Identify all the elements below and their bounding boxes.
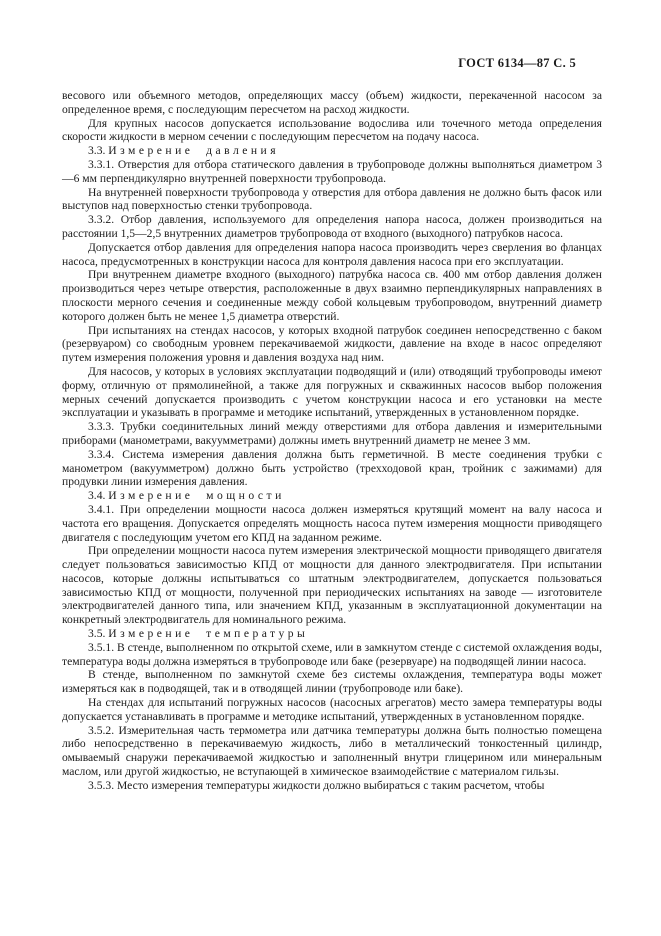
- paragraph: При испытаниях на стендах насосов, у которых входной патрубок соединен непосредственно с баком (резервуаром) со свободным уровнем перекачиваемой жидкости, давление на входе в насос определяют путем измерения положения уровня и давления воздуха над ним.: [62, 323, 602, 365]
- section-heading: [62, 144, 602, 158]
- paragraph: Допускается отбор давления для определения напора насоса производить через сверления во фланцах насоса, предусмотренных в конструкции насоса для контроля давления насоса при его эксплуатации.: [62, 240, 602, 268]
- paragraph: 3.4.1. При определении мощности насоса должен измеряться крутящий момент на валу насоса и частота его вращения. Допускается определять мощность насоса путем измерения мощности приводящего двигателя с последующим учетом его КПД на заданном режиме.: [62, 502, 602, 544]
- section-heading: [62, 489, 602, 503]
- section-number: 3.5.: [88, 627, 109, 641]
- paragraph: При внутреннем диаметре входного (выходного) патрубка насоса св. 400 мм отбор давления должен производиться через четыре отверстия, расположенные в двух взаимно перпендикулярных направлениях в плоскости мерного сечения и соединенные между собой кольцевым трубопроводом, внутренний диаметр которого должен быть не менее 1,5 диаметра отверстий.: [62, 268, 602, 323]
- paragraph: Для крупных насосов допускается использование водослива или точечного метода определения скорости жидкости в мерном сечении с последующим пересчетом на подачу насоса.: [62, 116, 602, 144]
- paragraph: На внутренней поверхности трубопровода у отверстия для отбора давления не должно быть фасок или выступов над поверхностью стенки трубопровода.: [62, 185, 602, 213]
- section-title: Измерение температуры: [108, 627, 309, 641]
- paragraph: весового или объемного методов, определяющих массу (объем) жидкости, перекаченной насосом за определенное время, с последующим пересчетом на расход жидкости.: [62, 89, 602, 116]
- section-title: Измерение мощности: [108, 489, 285, 503]
- paragraph: При определении мощности насоса путем измерения электрической мощности приводящего двигателя следует пользоваться зависимостью КПД от мощности для данного электродвигателя. При испытании насосов, которые должны испытываться со штатным электродвигателем, допускается пользоваться зависимостью КПД от мощности, полученной при периодических испытаниях на заводе — изготовителе электродвигателей данного типа, или значением КПД, указанным в эксплуатационной документации на конкретный электродвигатель для номинального режима.: [62, 544, 602, 627]
- paragraph: На стендах для испытаний погружных насосов (насосных агрегатов) место замера температуры воды допускается устанавливать в программе и методике испытаний, утвержденных в установленном порядке.: [62, 696, 602, 723]
- section-heading: [62, 627, 602, 641]
- paragraph: 3.3.2. Отбор давления, используемого для определения напора насоса, должен производиться на расстоянии 1,5—2,5 внутренних диаметров трубопровода от входного (выходного) патрубков насоса.: [62, 213, 602, 240]
- paragraph: 3.3.1. Отверстия для отбора статического давления в трубопроводе должны выполняться диаметром 3—6 мм перпендикулярно внутренней поверхности трубопровода.: [62, 157, 602, 185]
- paragraph: 3.5.1. В стенде, выполненном по открытой схеме, или в замкнутом стенде с системой охлаждения воды, температура воды должна измеряться в трубопроводе или баке (резервуаре) на подводящей линии насоса.: [62, 640, 602, 668]
- section-title: Измерение давления: [108, 144, 280, 158]
- section-number: 3.3.: [88, 144, 109, 158]
- document-reference: ГОСТ 6134—87 С. 5: [458, 56, 576, 70]
- paragraph: 3.3.4. Система измерения давления должна быть герметичной. В месте соединения трубки с манометром (вакуумметром) должно быть устройство (трехходовой кран, тройник с зажимами) для продувки линии измерения давления.: [62, 447, 602, 489]
- page-header: [62, 54, 602, 72]
- paragraph: Для насосов, у которых в условиях эксплуатации подводящий и (или) отводящий трубопроводы имеют форму, отличную от прямолинейной, а также для погружных и скважинных насосов выбор положения мерных сечений допускается производить с учетом конструкции насоса и его установки на месте эксплуатации и указывать в программе и методике испытаний, утвержденных в установленном порядке.: [62, 364, 602, 420]
- paragraph: 3.5.2. Измерительная часть термометра или датчика температуры должна быть полностью помещена либо непосредственно в перекачиваемую жидкость, либо в металлический тонкостенный цилиндр, омываемый снаружи перекачиваемой жидкостью и заполненный внутри глицерином или минеральным маслом, или другой жидкостью, не вступающей в химическое взаимодействие с материалом гильзы.: [62, 723, 602, 779]
- document-body: [62, 89, 602, 793]
- paragraph: В стенде, выполненном по замкнутой схеме без системы охлаждения, температура воды может измеряться как в подводящей, так и в отводящей линии (трубопроводе или баке).: [62, 668, 602, 696]
- paragraph: 3.5.3. Место измерения температуры жидкости должно выбираться с таким расчетом, чтобы: [88, 778, 545, 792]
- section-number: 3.4.: [88, 489, 109, 503]
- paragraph: 3.3.3. Трубки соединительных линий между отверстиями для отбора давления и измерительными приборами (манометрами, вакуумметрами) должны иметь внутренний диаметр не менее 3 мм.: [62, 420, 602, 447]
